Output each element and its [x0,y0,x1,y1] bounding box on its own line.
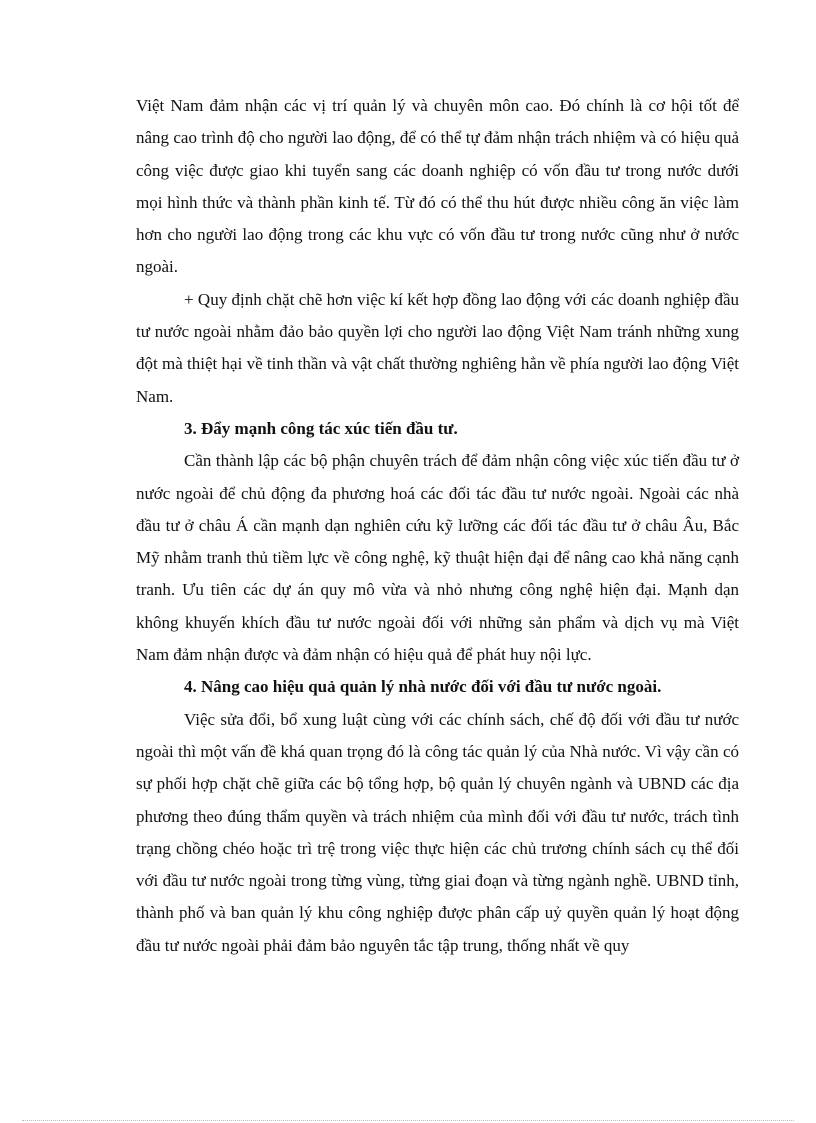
heading-state-management: 4. Nâng cao hiệu quả quản lý nhà nước đối với đầu tư nước ngoài. [184,677,662,697]
paragraph-labor-contract: + Quy định chặt chẽ hơn việc kí kết hợp đồng lao động với các doanh nghiệp đầu tư nước ngoài nhằm đảo bảo quyền lợi cho người lao động Việt Nam tránh những xung đột mà thiệt hại về tinh thần và vật chất thường nghiêng hẳn về phía người lao động Việt Nam. [136,289,739,406]
heading-investment-promotion: 3. Đẩy mạnh công tác xúc tiến đầu tư. [184,418,458,438]
document-body [136,90,739,962]
paragraph-investment-promotion: Cần thành lập các bộ phận chuyên trách để đảm nhận công việc xúc tiến đầu tư ở nước ngoài để chủ động đa phương hoá các đối tác đầu tư nước ngoài. Ngoài các nhà đầu tư ở châu Á cần mạnh dạn nghiên cứu kỹ lưỡng các đối tác đầu tư ở châu Âu, Bắc Mỹ nhằm tranh thủ tiềm lực về công nghệ, kỹ thuật hiện đại để nâng cao khả năng cạnh tranh. Ưu tiên các dự án quy mô vừa và nhỏ nhưng công nghệ hiện đại. Mạnh dạn không khuyến khích đầu tư nước ngoài đối với những sản phẩm và dịch vụ mà Việt Nam đảm nhận được và đảm nhận có hiệu quả để phát huy nội lực. [136,451,739,665]
page-bottom-divider [22,1120,794,1121]
paragraph-continuation: Việt Nam đảm nhận các vị trí quản lý và chuyên môn cao. Đó chính là cơ hội tốt để nâng cao trình độ cho người lao động, để có thể tự đảm nhận trách nhiệm và có hiệu quả công việc được giao khi tuyển sang các doanh nghiệp có vốn đầu tư trong nước dưới mọi hình thức và thành phần kinh tế. Từ đó có thể thu hút được nhiều công ăn việc làm hơn cho người lao động trong các khu vực có vốn đầu tư trong nước cũng như ở nước ngoài. [136,96,739,277]
paragraph-state-management: Việc sửa đổi, bổ xung luật cùng với các chính sách, chế độ đối với đầu tư nước ngoài thì một vấn đề khá quan trọng đó là công tác quản lý của Nhà nước. Vì vậy cần có sự phối hợp chặt chẽ giữa các bộ tổng hợp, bộ quản lý chuyên ngành và UBND các địa phương theo đúng thẩm quyền và trách nhiệm của mình đối với đầu tư nước, trách tình trạng chồng chéo hoặc trì trệ trong việc thực hiện các chủ trương chính sách cụ thể đối với đầu tư nước ngoài trong từng vùng, từng giai đoạn và từng ngành nghề. UBND tỉnh, thành phố và ban quản lý khu công nghiệp được phân cấp uỷ quyền quản lý hoạt động đầu tư nước ngoài phải đảm bảo nguyên tắc tập trung, thống nhất về quy [136,709,739,955]
